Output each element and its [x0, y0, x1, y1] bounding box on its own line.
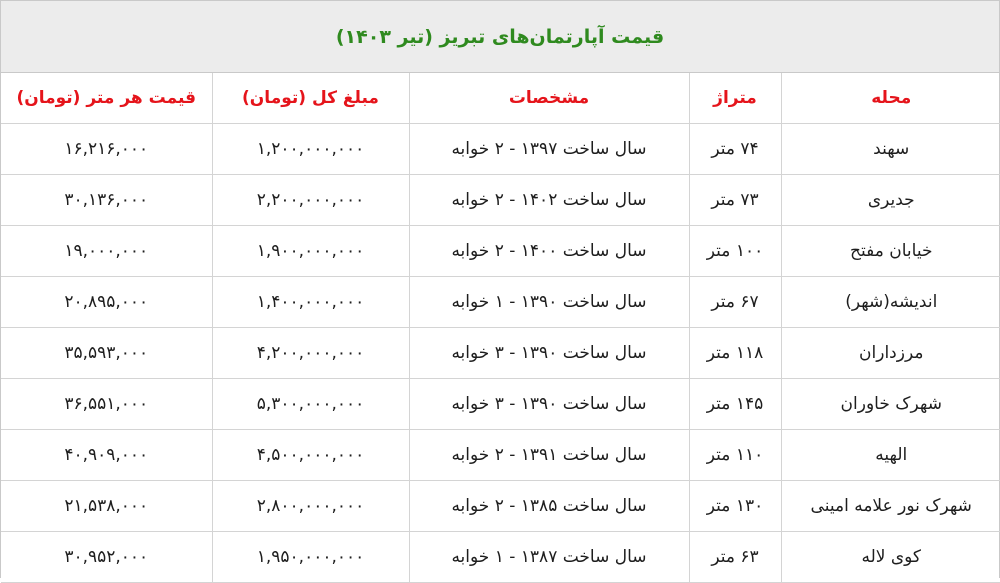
cell-specs: سال ساخت ۱۳۹۰ - ۱ خوابه — [409, 277, 689, 328]
cell-specs: سال ساخت ۱۴۰۰ - ۲ خوابه — [409, 226, 689, 277]
cell-specs: سال ساخت ۱۳۸۷ - ۱ خوابه — [409, 532, 689, 583]
cell-area: ۱۴۵ متر — [689, 379, 781, 430]
cell-price-per-meter: ۳۶,۵۵۱,۰۰۰ — [1, 379, 212, 430]
cell-total-price: ۱,۲۰۰,۰۰۰,۰۰۰ — [212, 124, 409, 175]
cell-price-per-meter: ۱۶,۲۱۶,۰۰۰ — [1, 124, 212, 175]
cell-neighborhood: شهرک نور علامه امینی — [781, 481, 1000, 532]
cell-neighborhood: مرزداران — [781, 328, 1000, 379]
header-price-per-meter: قیمت هر متر (تومان) — [1, 73, 212, 124]
cell-total-price: ۱,۴۰۰,۰۰۰,۰۰۰ — [212, 277, 409, 328]
table-row — [1, 379, 1000, 430]
cell-neighborhood: خیابان مفتح — [781, 226, 1000, 277]
cell-total-price: ۲,۲۰۰,۰۰۰,۰۰۰ — [212, 175, 409, 226]
cell-price-per-meter: ۳۰,۹۵۲,۰۰۰ — [1, 532, 212, 583]
header-row — [1, 73, 1000, 124]
table-row — [1, 277, 1000, 328]
cell-total-price: ۴,۵۰۰,۰۰۰,۰۰۰ — [212, 430, 409, 481]
cell-area: ۱۱۰ متر — [689, 430, 781, 481]
cell-neighborhood: اندیشه(شهر) — [781, 277, 1000, 328]
cell-specs: سال ساخت ۱۳۹۱ - ۲ خوابه — [409, 430, 689, 481]
cell-specs: سال ساخت ۱۳۸۵ - ۲ خوابه — [409, 481, 689, 532]
cell-area: ۱۳۰ متر — [689, 481, 781, 532]
cell-total-price: ۱,۹۰۰,۰۰۰,۰۰۰ — [212, 226, 409, 277]
cell-total-price: ۵,۳۰۰,۰۰۰,۰۰۰ — [212, 379, 409, 430]
cell-area: ۱۱۸ متر — [689, 328, 781, 379]
cell-price-per-meter: ۳۵,۵۹۳,۰۰۰ — [1, 328, 212, 379]
cell-specs: سال ساخت ۱۴۰۲ - ۲ خوابه — [409, 175, 689, 226]
table-row — [1, 175, 1000, 226]
cell-neighborhood: کوی لاله — [781, 532, 1000, 583]
cell-total-price: ۴,۲۰۰,۰۰۰,۰۰۰ — [212, 328, 409, 379]
apartment-price-table — [1, 73, 1000, 583]
cell-area: ۶۷ متر — [689, 277, 781, 328]
title-bar — [1, 0, 999, 73]
header-specs: مشخصات — [409, 73, 689, 124]
cell-price-per-meter: ۴۰,۹۰۹,۰۰۰ — [1, 430, 212, 481]
cell-neighborhood: الهیه — [781, 430, 1000, 481]
table-row — [1, 226, 1000, 277]
table-row — [1, 430, 1000, 481]
cell-area: ۷۴ متر — [689, 124, 781, 175]
cell-neighborhood: سهند — [781, 124, 1000, 175]
table-row — [1, 328, 1000, 379]
table-title: قیمت آپارتمان‌های تبریز (تیر ۱۴۰۳) — [335, 25, 665, 48]
cell-area: ۷۳ متر — [689, 175, 781, 226]
cell-area: ۶۳ متر — [689, 532, 781, 583]
cell-neighborhood: شهرک خاوران — [781, 379, 1000, 430]
cell-neighborhood: جدیری — [781, 175, 1000, 226]
cell-price-per-meter: ۲۰,۸۹۵,۰۰۰ — [1, 277, 212, 328]
cell-total-price: ۲,۸۰۰,۰۰۰,۰۰۰ — [212, 481, 409, 532]
table-row — [1, 124, 1000, 175]
table-row — [1, 532, 1000, 583]
cell-total-price: ۱,۹۵۰,۰۰۰,۰۰۰ — [212, 532, 409, 583]
cell-price-per-meter: ۲۱,۵۳۸,۰۰۰ — [1, 481, 212, 532]
cell-area: ۱۰۰ متر — [689, 226, 781, 277]
header-total-price: مبلغ کل (تومان) — [212, 73, 409, 124]
cell-specs: سال ساخت ۱۳۹۰ - ۳ خوابه — [409, 328, 689, 379]
header-neighborhood: محله — [781, 73, 1000, 124]
cell-specs: سال ساخت ۱۳۹۰ - ۳ خوابه — [409, 379, 689, 430]
cell-price-per-meter: ۳۰,۱۳۶,۰۰۰ — [1, 175, 212, 226]
header-area: متراژ — [689, 73, 781, 124]
table-row — [1, 481, 1000, 532]
cell-price-per-meter: ۱۹,۰۰۰,۰۰۰ — [1, 226, 212, 277]
cell-specs: سال ساخت ۱۳۹۷ - ۲ خوابه — [409, 124, 689, 175]
